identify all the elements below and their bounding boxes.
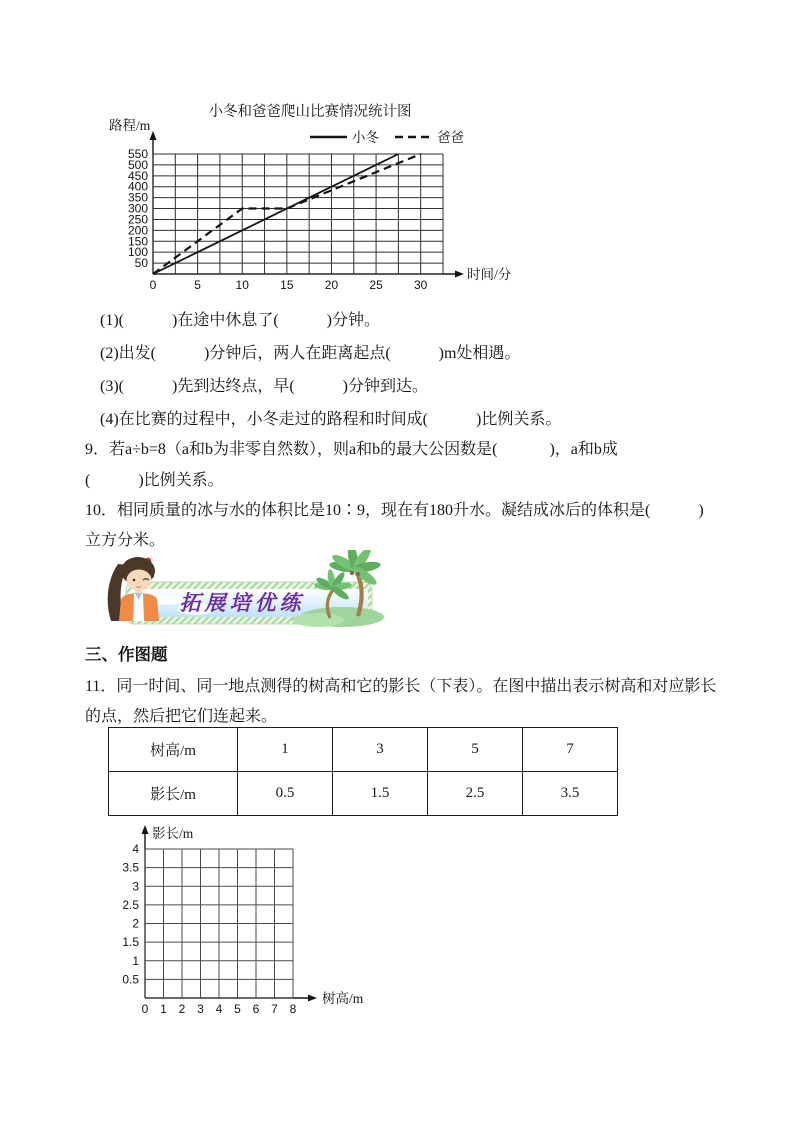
cloud-icon [153,595,183,605]
x-tick-label: 2 [178,1002,186,1016]
x-tick-label: 1 [160,1002,167,1016]
y-tick-label: 2 [132,916,139,931]
y-tick-label: 3.5 [122,860,139,875]
question-9-line2: ( )比例关系。 [85,472,224,489]
race-x-axis-label: 时间/分 [467,267,512,282]
question-8-3: (3)( )先到达终点，早( )分钟到达。 [100,378,428,395]
race-x-axis-arrow-icon [455,271,464,278]
question-9-line1: 9．若a÷b=8（a和b为非零自然数），则a和b的最大公因数是( )，a和b成 [85,441,618,458]
y-tick-label: 3 [132,879,139,894]
x-tick-label: 5 [234,1002,241,1016]
plot-gridlines [145,849,293,998]
table-row-header: 树高/m [109,728,238,772]
plot-y-tick-labels [122,842,139,986]
race-chart-gridlines [153,154,443,274]
plot-y-axis-arrow-icon [142,825,149,834]
y-tick-label: 150 [127,234,148,249]
question-11-line1: 11．同一时间、同一地点测得的树高和它的影长（下表）。在图中描出表示树高和对应影长 [85,678,717,695]
x-tick-label: 5 [194,278,201,292]
plot-x-axis-arrow-icon [308,995,317,1002]
plot-y-axis-label: 影长/m [152,826,194,841]
table-row-header: 影长/m [109,772,238,816]
legend-label-baba: 爸爸 [437,130,464,145]
y-tick-label: 300 [127,201,148,216]
race-y-axis-label: 路程/m [109,118,151,133]
y-tick-label: 4 [132,842,139,856]
x-tick-label: 25 [369,278,383,292]
question-8-2: (2)出发( )分钟后，两人在距离起点( )m处相遇。 [100,345,521,362]
race-chart [95,98,525,293]
table-cell: 5 [428,728,523,772]
question-8-4: (4)在比赛的过程中，小冬走过的路程和时间成( )比例关系。 [100,411,562,428]
y-tick-label: 200 [127,223,148,238]
table-cell: 0.5 [238,772,333,816]
y-tick-label: 550 [127,147,148,161]
x-tick-label: 6 [252,1002,260,1016]
y-tick-label: 350 [127,190,148,205]
table-cell: 3.5 [523,772,618,816]
plot-grid-chart [120,818,410,1028]
y-tick-label: 2.5 [122,897,139,912]
x-tick-label: 20 [324,278,339,292]
y-tick-label: 1 [132,953,139,968]
y-tick-label: 400 [127,179,148,194]
x-tick-label: 4 [215,1002,223,1016]
table-cell: 2.5 [428,772,523,816]
x-tick-label: 0 [149,278,157,292]
banner-title: 拓展培优练 [179,591,305,615]
question-8-1: (1)( )在途中休息了( )分钟。 [100,312,380,329]
x-tick-label: 7 [271,1002,278,1016]
question-10-line2: 立方分米。 [85,532,166,549]
race-chart-title: 小冬和爸爸爬山比赛情况统计图 [208,104,412,120]
x-tick-label: 0 [141,1002,149,1016]
race-chart-x-tick-labels [150,278,428,292]
race-y-axis-arrow-icon [150,131,157,140]
section-banner [90,550,390,630]
plot-x-axis-label: 树高/m [322,991,364,1006]
coconut-icon [356,572,360,576]
plot-x-tick-labels [142,1002,297,1016]
table-cell: 1 [238,728,333,772]
x-tick-label: 30 [414,278,428,292]
coconut-icon [350,571,354,575]
x-tick-label: 8 [289,1002,297,1016]
x-tick-label: 15 [280,278,294,292]
race-chart-legend [310,130,464,145]
question-11-line2: 的点，然后把它们连起来。 [85,708,278,725]
y-tick-label: 50 [134,256,148,271]
y-tick-label: 0.5 [122,972,139,987]
tree-shadow-table [108,727,618,816]
table-cell: 3 [333,728,428,772]
y-tick-label: 100 [127,245,148,260]
xiaodong-line [153,154,398,274]
y-tick-label: 1.5 [122,935,139,950]
question-10-line1: 10．相同质量的冰与水的体积比是10∶9，现在有180升水。凝结成冰后的体积是( ) [85,502,704,519]
table-row [109,728,618,772]
legend-label-xiaodong: 小冬 [352,130,379,145]
x-tick-label: 3 [197,1002,204,1016]
y-tick-label: 500 [127,157,148,172]
table-cell: 7 [523,728,618,772]
x-tick-label: 10 [235,278,249,292]
y-tick-label: 450 [127,168,148,183]
section-heading: 三、作图题 [85,645,168,664]
y-tick-label: 250 [127,212,148,227]
race-chart-y-tick-labels [128,147,148,270]
table-row [109,772,618,816]
table-cell: 1.5 [333,772,428,816]
